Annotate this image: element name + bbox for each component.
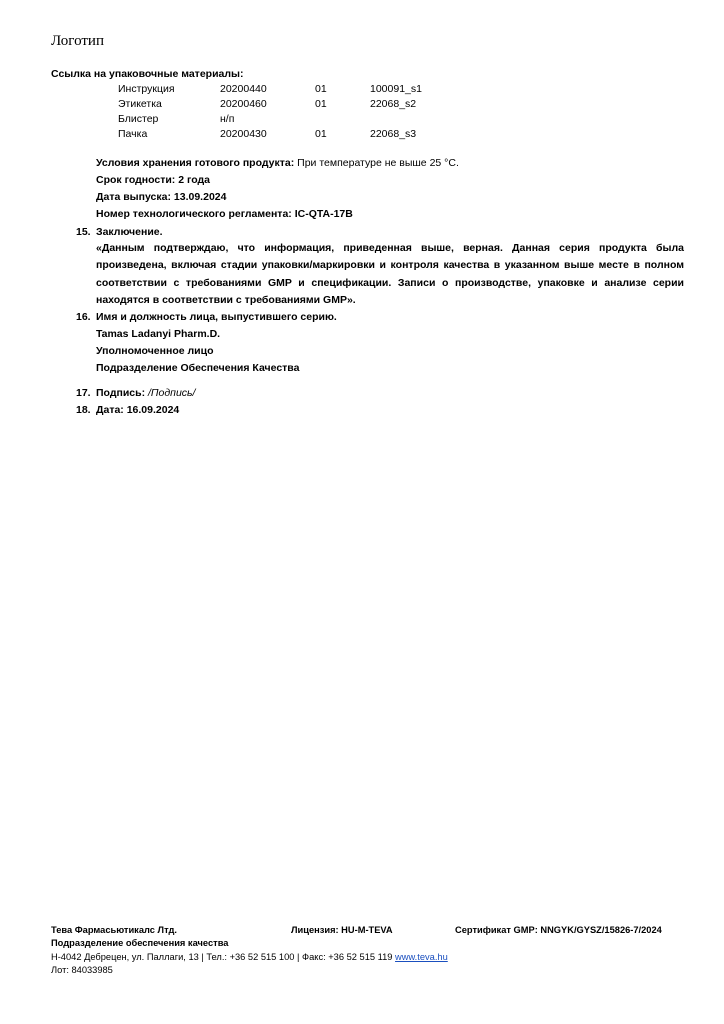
releaser-role: Уполномоченное лицо [96,345,214,357]
footer-address: H-4042 Дебрецен, ул. Паллаги, 13 | Тел.: +36 52 515 100 | Факс: +36 52 515 119 [51,952,393,962]
packaging-code: 20200430 [220,128,267,140]
packaging-name: Блистер [118,113,159,125]
packaging-name: Инструкция [118,83,175,95]
section-number: 16. [76,311,91,323]
footer-lot: Лот: 84033985 [51,965,113,975]
signing-date: Дата: 16.09.2024 [96,404,180,416]
releaser-title: Имя и должность лица, выпустившего серию. [96,311,337,323]
conclusion-title: Заключение. [96,226,163,238]
releaser-name: Tamas Ladanyi Pharm.D. [96,328,221,340]
conclusion-text: «Данным подтверждаю, что информация, приведенная выше, верная. Данная серия продукта была произведена, включая стадии упаковки/маркировки и контроля качества в указанном выше месте в полном соответствии с требованиями GMP и спецификации. Записи о производстве, упаковке и анализе серии находятся в соответствии с требованиями GMP». [96,242,684,307]
signature-line [96,387,195,400]
footer-company: Тева Фармасьютикалс Лтд. [51,925,177,935]
storage-conditions [96,157,459,170]
release-date: Дата выпуска: 13.09.2024 [96,191,227,203]
signature-value: /Подпись/ [148,387,196,399]
storage-value: При температуре не выше 25 °C. [297,157,459,169]
footer-department: Подразделение обеспечения качества [51,938,229,948]
footer-website-link[interactable]: www.teva.hu [395,952,448,962]
section-number: 18. [76,404,91,416]
packaging-version: 01 [315,128,327,140]
footer-gmp-certificate: Сертификат GMP: NNGYK/GYSZ/15826-7/2024 [455,925,662,935]
releaser-department: Подразделение Обеспечения Качества [96,362,300,374]
packaging-name: Этикетка [118,98,162,110]
packaging-code: 20200440 [220,83,267,95]
packaging-title: Ссылка на упаковочные материалы: [51,68,244,80]
packaging-code: н/п [220,113,235,125]
packaging-version: 01 [315,98,327,110]
section-number: 17. [76,387,91,399]
regulation-number: Номер технологического регламента: IC-QTA-17B [96,208,353,220]
shelf-life: Срок годности: 2 года [96,174,210,186]
footer-contacts [51,952,448,962]
packaging-code: 20200460 [220,98,267,110]
footer-license: Лицензия: HU-M-TEVA [291,925,393,935]
packaging-ref: 22068_s3 [370,128,417,140]
packaging-ref: 22068_s2 [370,98,417,110]
packaging-version: 01 [315,83,327,95]
storage-label: Условия хранения готового продукта: [96,157,295,169]
packaging-ref: 100091_s1 [370,83,422,95]
signature-label: Подпись: [96,387,146,399]
packaging-name: Пачка [118,128,148,140]
logo-placeholder: Логотип [51,33,104,49]
section-number: 15. [76,226,91,238]
